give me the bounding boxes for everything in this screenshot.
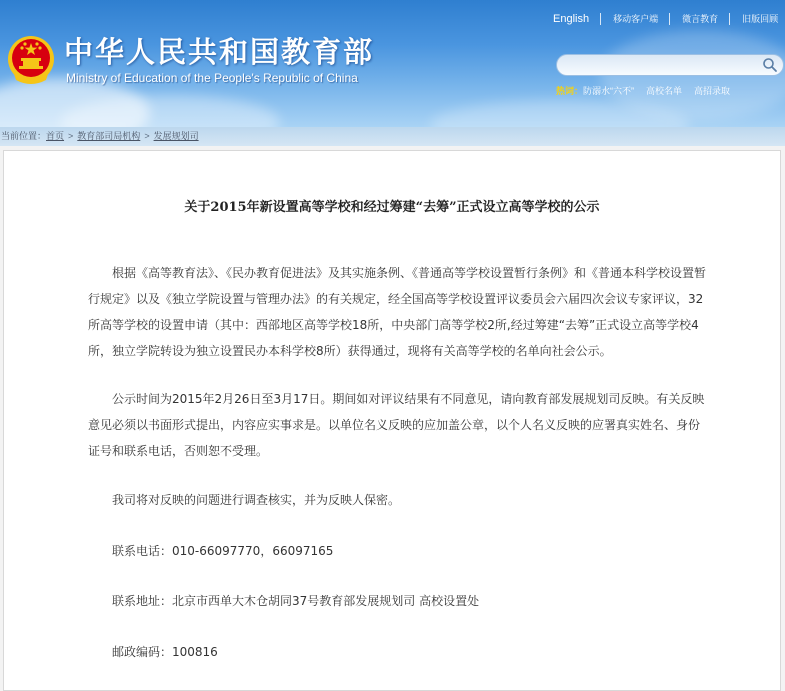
old-version-link[interactable]: 旧版回顾 [742, 14, 779, 24]
article-paragraph: 根据《高等教育法》、《民办教育促进法》及其实施条例、《普通高等学校设置暂行条例》和《普通本科学校设置暂行规定》以及《独立学院设置与管理办法》的有关规定，经全国高等学校设置评议委员会六届四次会议专家评议，32所高等学校的设置申请（其中：西部地区高等学校18所，中央部门高等学校2所,经过筹建“去筹”正式设立高等学校4所，独立学院转设为独立设置民办本科学校8所）获得通过，现将有关高等学校的名单向社会公示。 [88, 266, 707, 358]
hot-words [556, 85, 742, 97]
contact-phone: 联系电话：010-66097770，66097165 [112, 544, 334, 558]
postal-code: 邮政编码：100816 [112, 645, 218, 659]
site-title-english[interactable]: Ministry of Education of the People's Republic of China [66, 71, 358, 85]
breadcrumb-home[interactable]: 首页 [46, 131, 65, 141]
contact-address: 联系地址：北京市西单大木仓胡同37号教育部发展规划司 高校设置处 [112, 594, 480, 608]
search-input[interactable] [565, 57, 755, 73]
mobile-client-link[interactable]: 移动客户端 [613, 14, 659, 24]
breadcrumb-prefix: 当前位置： [1, 131, 47, 141]
article-title: 关于2015年新设置高等学校和经过筹建“去筹”正式设立高等学校的公示 [184, 200, 600, 215]
breadcrumb [0, 127, 785, 146]
site-title[interactable]: 中华人民共和国教育部 [64, 35, 375, 69]
divider [600, 13, 601, 25]
breadcrumb-planning-dept[interactable]: 发展规划司 [153, 131, 199, 141]
national-emblem-icon[interactable] [6, 34, 56, 86]
search-box [556, 54, 784, 76]
hot-words-label: 热词： [556, 86, 584, 96]
weiyan-link[interactable]: 微言教育 [682, 14, 719, 24]
search-icon[interactable] [762, 57, 778, 73]
article-paragraph: 公示时间为2015年2月26日至3月17日。期间如对评议结果有不同意见，请向教育部发展规划司反映。有关反映意见必须以书面形式提出，内容应实事求是。以单位名义反映的应加盖公章，以个人名义反映的应署真实姓名、身份证号和联系电话，否则恕不受理。 [88, 392, 705, 458]
site-header [0, 0, 785, 127]
divider [729, 13, 730, 25]
article-card [3, 150, 781, 691]
divider [669, 13, 670, 25]
english-link[interactable]: English [553, 13, 590, 25]
hot-word-link[interactable]: 高校名单 [646, 86, 683, 96]
article-line: 我司将对反映的问题进行调查核实，并为反映人保密。 [112, 493, 401, 507]
top-links [553, 12, 778, 26]
breadcrumb-departments[interactable]: 教育部司局机构 [77, 131, 141, 141]
chevron-right-icon: > [68, 131, 74, 141]
hot-word-link[interactable]: 高招录取 [694, 86, 731, 96]
hot-word-link[interactable]: 防溺水“六不” [583, 86, 635, 96]
chevron-right-icon: > [144, 131, 150, 141]
